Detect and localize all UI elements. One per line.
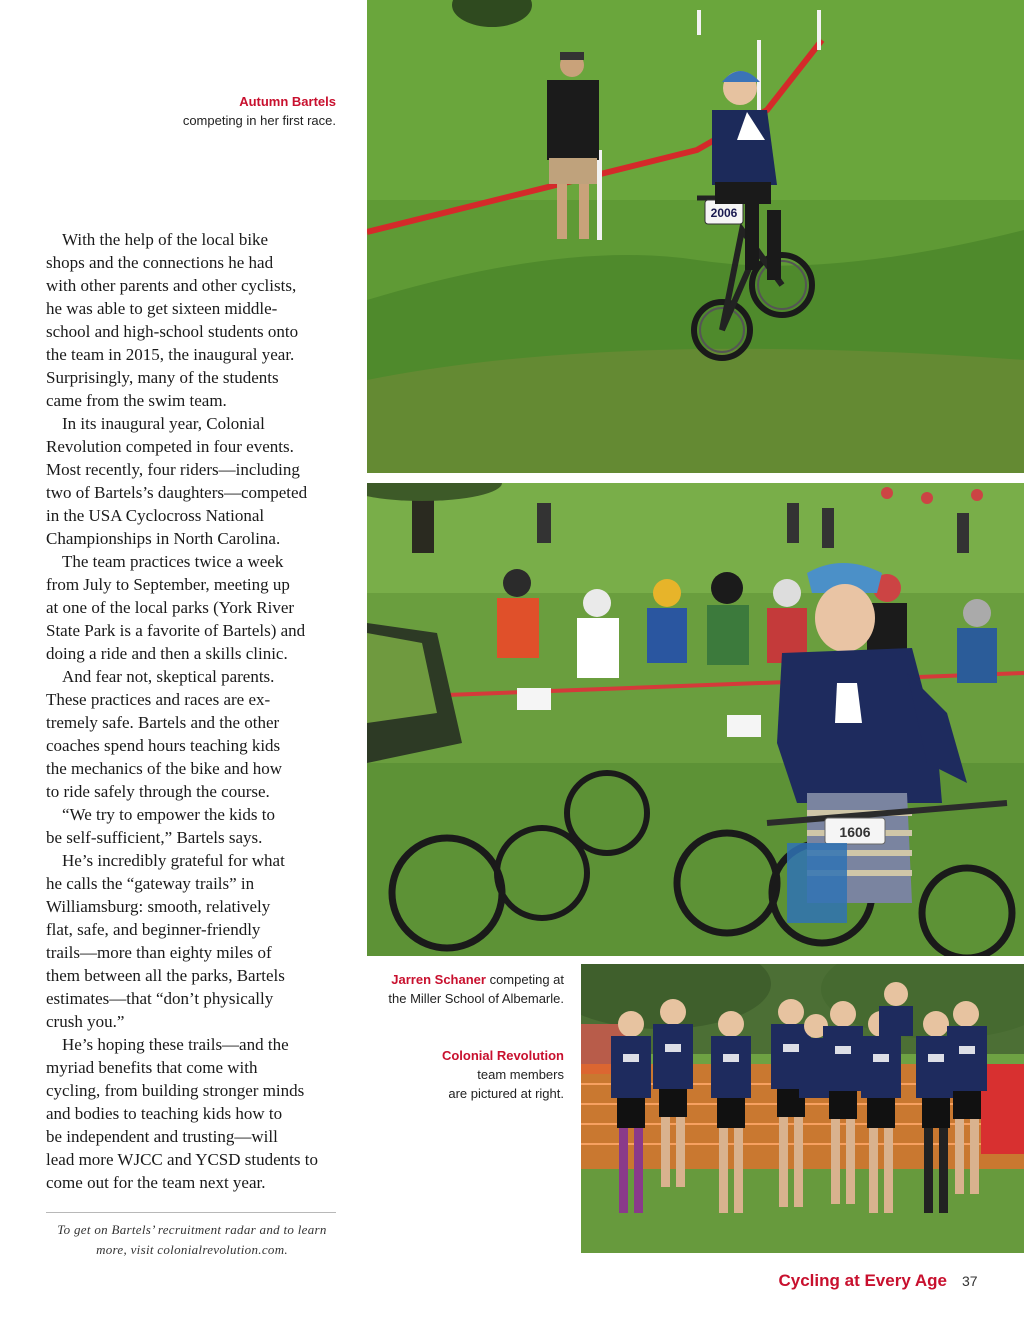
article-paragraph: The team practices twice a week from July to September, meeting up at one of the local parks (York River State Park is a favorite of Bartels) and doing a ride and then a skills clinic. [46,552,306,663]
bike-number-plate: 1606 [839,824,871,840]
article-paragraph: He’s hoping these trails—and the myriad benefits that come with cycling, from building stronger minds and bodies to teaching kids how to be independent and trusting—will lead more WJCC and YCSD students to come out for the team next year. [46,1035,318,1192]
footer-section-title: Cycling at Every Age [778,1271,947,1290]
caption-colonial-revolution [400,1046,564,1103]
caption-autumn-bartels [120,92,336,130]
article-paragraph: He’s incredibly grateful for what he calls the “gateway trails” in Williamsburg: smooth, relatively flat, safe, and beginner-friendly trails—more than eighty miles of them between all the parks, Bartels estimates—that “don’t physically crush you.” [46,851,285,1031]
article-paragraph: And fear not, skeptical parents. These practices and races are ex- tremely safe. Bartels and the other coaches spend hours teaching kids the mechanics of the bike and how to ride safely through the course. [46,667,283,801]
footnote-divider [46,1212,336,1213]
article-paragraph: “We try to empower the kids to be self-sufficient,” Bartels says. [46,805,275,847]
caption-text: team members [477,1067,564,1082]
article-paragraph: With the help of the local bike shops and the connections he had with other parents and other cyclists, he was able to get sixteen middle- school and high-school students onto the team in 2015, the inaugural year. Surprisingly, many of the students came from the swim team. [46,230,299,410]
caption-jarren-schaner [370,970,564,1008]
bike-number-plate: 2006 [710,206,738,220]
page-number: 37 [962,1273,978,1289]
photo-autumn-racing [367,0,1024,473]
caption-text: competing at [485,972,564,987]
footnote: To get on Bartels’ recruitment radar and to learn more, visit colonialrevolution.com. [57,1222,327,1257]
caption-name: Jarren Schaner [391,972,486,987]
article-body [46,228,338,1194]
photo-colonial-revolution-team [581,964,1024,1253]
article-paragraph: In its inaugural year, Colonial Revolution competed in four events. Most recently, four riders—including two of Bartels’s daughters—competed in the USA Cyclocross National Championships in North Carolina. [46,414,308,548]
caption-text: the Miller School of Albemarle. [388,991,564,1006]
photo-jarren-race-start [367,483,1024,956]
caption-name: Autumn Bartels [239,94,336,109]
caption-name: Colonial Revolution [441,1048,564,1063]
caption-text: are pictured at right. [448,1086,564,1101]
caption-text: competing in her first race. [182,113,336,128]
